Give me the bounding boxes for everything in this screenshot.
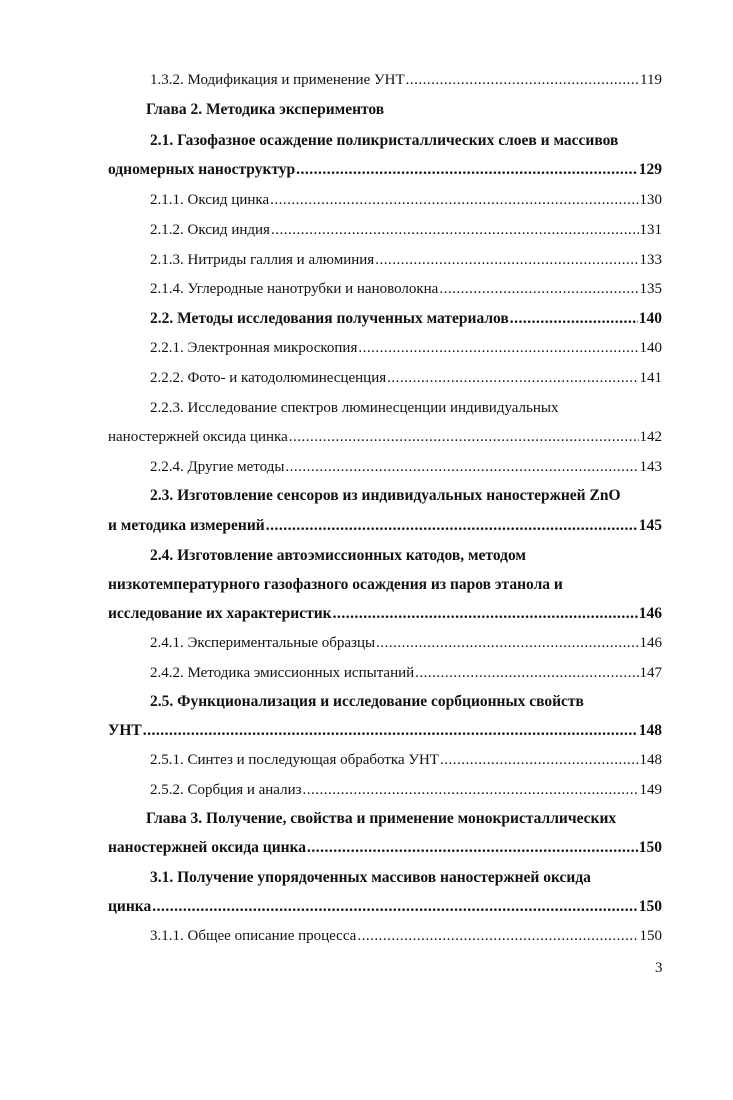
toc-entry-page: 146: [639, 635, 662, 651]
toc-entry: [108, 156, 662, 184]
toc-entry-page: 140: [639, 340, 662, 356]
toc-entry: [108, 275, 662, 303]
toc-entry: [108, 423, 662, 451]
toc-entry-text: 2.2.4. Другие методы: [150, 459, 285, 475]
toc-entry: [108, 629, 662, 657]
toc-entry-text: Глава 3. Получение, свойства и применение монокристаллических: [146, 810, 617, 827]
toc-entry-text: 2.2.3. Исследование спектров люминесценции индивидуальных: [150, 400, 559, 416]
toc-entry: [108, 364, 662, 392]
toc-entry-text: 2.4. Изготовление автоэмиссионных катодов, методом: [150, 547, 526, 564]
toc-entry-text: 2.3. Изготовление сенсоров из индивидуальных наностержней ZnO: [150, 487, 621, 504]
toc-entry-page: 129: [638, 161, 662, 178]
leader-dots: [358, 334, 638, 362]
toc-entry-text: 2.5. Функционализация и исследование сорбционных свойств: [150, 693, 584, 710]
leader-dots: [439, 275, 638, 303]
toc-entry-text: 2.2. Методы исследования полученных материалов: [150, 310, 509, 327]
leader-dots: [510, 305, 638, 333]
toc-entry: [108, 542, 662, 570]
toc-entry-page: 131: [639, 222, 662, 238]
toc-entry-page: 148: [638, 722, 662, 739]
leader-dots: [296, 156, 638, 184]
toc-entry-text: 3.1.1. Общее описание процесса: [150, 928, 357, 944]
leader-dots: [415, 659, 638, 687]
toc-entry-page: 119: [640, 72, 662, 88]
toc-entry: [108, 776, 662, 804]
toc-entry-text: 2.1.3. Нитриды галлия и алюминия: [150, 252, 375, 268]
leader-dots: [152, 893, 638, 921]
toc-entry-text: наностержней оксида цинка: [108, 429, 288, 445]
toc-entry-page: 140: [638, 310, 662, 327]
toc-entry-page: 133: [639, 252, 662, 268]
leader-dots: [266, 512, 638, 540]
toc-entry-text: 2.4.2. Методика эмиссионных испытаний: [150, 665, 415, 681]
toc-entry: [108, 688, 662, 716]
toc-entry: [108, 893, 662, 921]
toc-entry: [108, 512, 662, 540]
toc-entry-text: исследование их характеристик: [108, 605, 332, 622]
leader-dots: [307, 834, 638, 862]
toc-entry-text: 1.3.2. Модификация и применение УНТ: [150, 72, 405, 88]
toc-entry-page: 150: [638, 898, 662, 915]
toc-entry-text: и методика измерений: [108, 517, 265, 534]
toc-entry: [108, 834, 662, 862]
toc-entry: [108, 746, 662, 774]
toc-entry-page: 149: [639, 782, 662, 798]
leader-dots: [271, 216, 639, 244]
toc-entry: [108, 717, 662, 745]
toc-entry: [108, 305, 662, 333]
toc-entry: [108, 864, 662, 892]
toc-entry-page: 143: [639, 459, 662, 475]
leader-dots: [406, 66, 639, 94]
toc-entry: [108, 659, 662, 687]
toc-entry: [108, 66, 662, 94]
leader-dots: [376, 629, 638, 657]
toc-entry-text: цинка: [108, 898, 152, 915]
toc-entry: [108, 805, 662, 833]
toc-entry-text: 2.1.4. Углеродные нанотрубки и нановолокна: [150, 281, 439, 297]
toc-entry-text: 2.1.2. Оксид индия: [150, 222, 270, 238]
toc-entry-text: 3.1. Получение упорядоченных массивов наностержней оксида: [150, 869, 591, 886]
toc-entry-page: 150: [638, 839, 662, 856]
leader-dots: [375, 246, 638, 274]
toc-entry-page: 148: [639, 752, 662, 768]
toc-entry-page: 130: [639, 192, 662, 208]
toc-entry: [108, 334, 662, 362]
toc-entry: [108, 394, 662, 422]
toc-entry-page: 142: [639, 429, 662, 445]
toc-entry-page: 145: [638, 517, 662, 534]
toc-entry-page: 141: [639, 370, 662, 386]
toc-entry-text: одномерных наноструктур: [108, 161, 296, 178]
toc-entry: [108, 600, 662, 628]
toc-entry: [108, 186, 662, 214]
toc-entry-page: 135: [639, 281, 662, 297]
toc-entry-page: 147: [639, 665, 662, 681]
toc-entry-text: 2.5.1. Синтез и последующая обработка УНТ: [150, 752, 439, 768]
toc-entry-text: 2.1.1. Оксид цинка: [150, 192, 270, 208]
toc-entry-text: 2.5.2. Сорбция и анализ: [150, 782, 302, 798]
toc-entry: [108, 96, 662, 124]
toc-entry: [108, 127, 662, 155]
toc-entry: [108, 482, 662, 510]
toc-entry-text: наностержней оксида цинка: [108, 839, 307, 856]
toc-entry-text: Глава 2. Методика экспериментов: [146, 101, 385, 118]
leader-dots: [143, 717, 638, 745]
leader-dots: [303, 776, 639, 804]
leader-dots: [357, 922, 638, 950]
toc-entry-text: 2.2.1. Электронная микроскопия: [150, 340, 358, 356]
toc-entry: [108, 216, 662, 244]
leader-dots: [270, 186, 638, 214]
leader-dots: [333, 600, 638, 628]
toc-entry: [108, 922, 662, 950]
toc-entry-text: УНТ: [108, 722, 142, 739]
leader-dots: [387, 364, 638, 392]
toc-entry-page: 150: [639, 928, 662, 944]
toc-entry-page: 146: [638, 605, 662, 622]
leader-dots: [289, 423, 639, 451]
toc-entry: [108, 246, 662, 274]
toc-entry: [108, 453, 662, 481]
toc-entry-text: 2.1. Газофазное осаждение поликристаллических слоев и массивов: [150, 132, 619, 149]
toc-entry-text: 2.2.2. Фото- и катодолюминесценция: [150, 370, 387, 386]
page-number: 3: [655, 960, 663, 976]
toc-entry-text: 2.4.1. Экспериментальные образцы: [150, 635, 376, 651]
leader-dots: [285, 453, 638, 481]
toc-entry-text: низкотемпературного газофазного осаждения из паров этанола и: [108, 576, 563, 593]
toc-entry: [108, 571, 662, 599]
leader-dots: [440, 746, 639, 774]
